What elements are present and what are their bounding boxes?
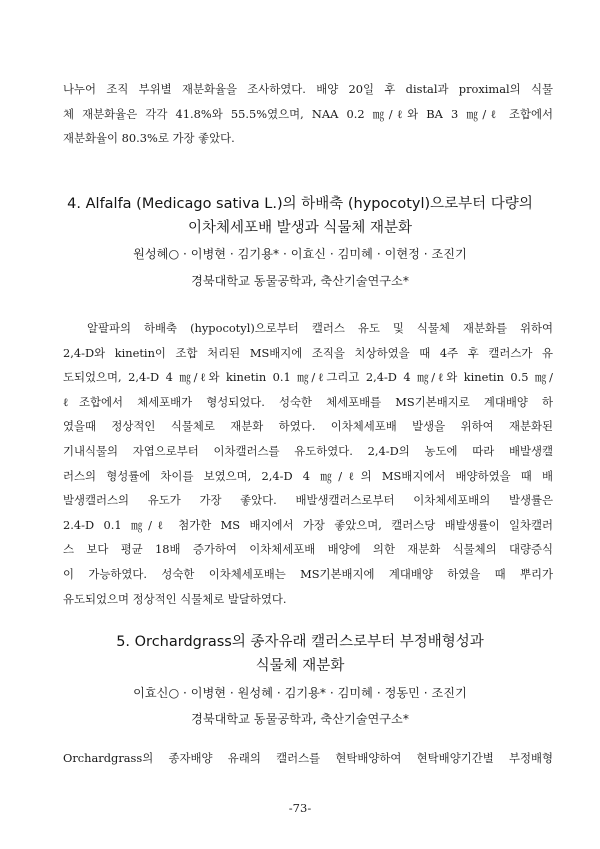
section-5-title — [0, 630, 600, 678]
text-line: 2.4-D 0.1 ㎎/ℓ 첨가한 MS 배지에서 가장 좋았으며, 캘러스당 배발생률이 일차캘러 — [63, 517, 553, 532]
section-4-title-line-2: 이차체세포배 발생과 식물체 재분화 — [188, 220, 412, 236]
text-line: 였을때 정상적인 식물체로 재분화 하였다. 이차체세포배 발생을 위하여 재분화된 — [63, 419, 553, 434]
intro-paragraph — [63, 77, 553, 151]
text-line: 발생캘러스의 유도가 가장 좋았다. 배발생캘러스로부터 이차체세포배의 발생률은 — [63, 493, 553, 508]
section-4-affiliation: 경북대학교 동물공학과, 축산기술연구소* — [191, 274, 409, 288]
text-line: Orchardgrass의 종자배양 유래의 캘러스를 현탁배양하여 현탁배양기간별 부정배형 — [63, 751, 553, 765]
section-5-title-line-2: 식물체 재분화 — [255, 658, 345, 674]
text-line: 나누어 조직 부위별 재분화율을 조사하였다. 배양 20일 후 distal과 proximal의 식물 — [63, 82, 553, 96]
section-5-authors: 이효신○ · 이병현 · 원성혜 · 김기용* · 김미혜 · 정동민 · 조진기 — [133, 686, 467, 700]
text-line: ℓ조합에서 체세포배가 형성되었다. 성숙한 체세포배를 MS기본배지로 계대배양 하 — [63, 394, 553, 409]
section-5-affiliation: 경북대학교 동물공학과, 축산기술연구소* — [191, 712, 409, 726]
text-line: 이 가능하였다. 성숙한 이차체세포배는 MS기본배지에 계대배양 하였을 때 뿌리가 — [63, 566, 553, 581]
text-line: 도되었으며, 2,4-D 4 ㎎/ℓ와 kinetin 0.1 ㎎/ℓ그리고 2,4-D 4 ㎎/ℓ와 kinetin 0.5 ㎎/ — [63, 370, 553, 385]
section-4-title-line-1: 4. Alfalfa (Medicago sativa L.)의 하배축 (hypocotyl)으로부터 다량의 — [67, 196, 533, 212]
section-4-authors: 원성혜○ · 이병현 · 김기용* · 이효신 · 김미혜 · 이현정 · 조진기 — [133, 247, 467, 261]
text-line: 알팔파의 하배축 (hypocotyl)으로부터 캘러스 유도 및 식물체 재분화를 위하여 — [87, 321, 553, 335]
text-line: 체 재분화율은 각각 41.8%와 55.5%였으며, NAA 0.2 ㎎/ℓ와 BA 3 ㎎/ℓ 조합에서 — [63, 106, 553, 121]
text-line: 기내식물의 자엽으로부터 이차캘러스를 유도하였다. 2,4-D의 농도에 따라 배발생캘 — [63, 443, 553, 458]
text-line: 2,4-D와 kinetin이 조합 처리된 MS배지에 조직을 치상하였을 때 4주 후 캘러스가 유 — [63, 345, 553, 360]
page-number: -73- — [288, 801, 312, 815]
text-line: 유도되었으며 정상적인 식물체로 발달하였다. — [63, 591, 287, 606]
section-5-abstract — [63, 746, 553, 771]
section-5-title-line-1: 5. Orchardgrass의 종자유래 캘러스로부터 부정배형성과 — [116, 634, 484, 650]
text-line: 재분화율이 80.3%로 가장 좋았다. — [63, 131, 235, 146]
section-4-abstract — [63, 316, 553, 611]
section-4-title — [0, 192, 600, 240]
text-line: 스 보다 평균 18배 증가하여 이차체세포배 배양에 의한 재분화 식물체의 대량증식 — [63, 542, 553, 557]
text-line: 러스의 형성률에 차이를 보였으며, 2,4-D 4 ㎎/ℓ의 MS배지에서 배양하였을 때 배 — [63, 468, 553, 483]
